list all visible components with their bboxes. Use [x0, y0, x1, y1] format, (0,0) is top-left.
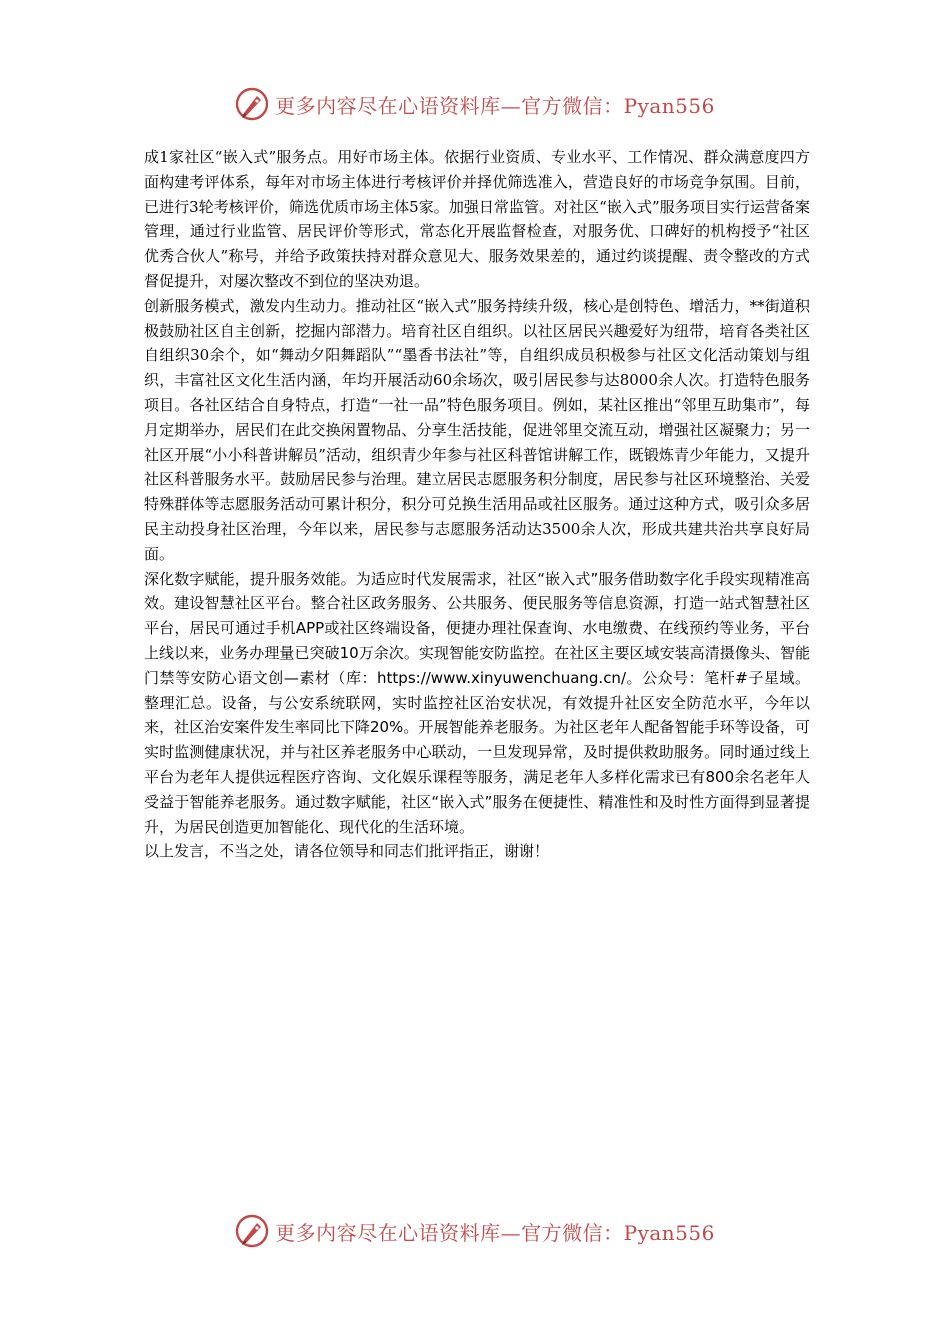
- document-body: [144, 145, 810, 864]
- paragraph-closing-remarks: 以上发言，不当之处，请各位领导和同志们批评指正，谢谢！: [144, 842, 550, 861]
- pen-nib-logo-icon: [235, 87, 269, 121]
- paragraph-market-supervision: 成1家社区“嵌入式”服务点。用好市场主体。依据行业资质、专业水平、工作情况、群众满意度四方面构建考评体系，每年对市场主体进行考核评价并择优筛选准入，营造良好的市场竞争氛围。目前，已进行3轮考核评价，筛选优质市场主体5家。加强日常监管。对社区“嵌入式”服务项目实行运营备案管理，通过行业监管、居民评价等形式，常态化开展监督检查，对服务优、口碑好的机构授予“社区优秀合伙人”称号，并给予政策扶持对群众意见大、服务效果差的，通过约谈提醒、责令整改的方式督促提升，对屡次整改不到位的坚决劝退。: [144, 148, 810, 290]
- header-banner: [0, 84, 950, 124]
- paragraph-service-innovation: 创新服务模式，激发内生动力。推动社区“嵌入式”服务持续升级，核心是创特色、增活力，**街道积极鼓励社区自主创新，挖掘内部潜力。培育社区自组织。以社区居民兴趣爱好为纽带，培育各类社区自组织30余个，如“舞动夕阳舞蹈队”“墨香书法社”等，自组织成员积极参与社区文化活动策划与组织，丰富社区文化生活内涵，年均开展活动60余场次，吸引居民参与达8000余人次。打造特色服务项目。各社区结合自身特点，打造“一社一品”特色服务项目。例如，某社区推出“邻里互助集市”，每月定期举办，居民们在此交换闲置物品、分享生活技能，促进邻里交流互动，增强社区凝聚力；另一社区开展“小小科普讲解员”活动，组织青少年参与社区科普馆讲解工作，既锻炼青少年能力，又提升社区科普服务水平。鼓励居民参与治理。建立居民志愿服务积分制度，居民参与社区环境整治、关爱特殊群体等志愿服务活动可累计积分，积分可兑换生活用品或社区服务。通过这种方式，吸引众多居民主动投身社区治理，今年以来，居民参与志愿服务活动达3500余人次，形成共建共治共享良好局面。: [144, 296, 810, 563]
- pen-nib-logo-icon: [235, 1214, 269, 1248]
- footer-banner-text: 更多内容尽在心语资料库—官方微信：Pyan556: [275, 1220, 715, 1245]
- header-banner-text: 更多内容尽在心语资料库—官方微信：Pyan556: [275, 93, 715, 118]
- footer-banner: [0, 1211, 950, 1251]
- paragraph-digital-empowerment: 深化数字赋能，提升服务效能。为适应时代发展需求，社区“嵌入式”服务借助数字化手段实现精准高效。建设智慧社区平台。整合社区政务服务、公共服务、便民服务等信息资源，打造一站式智慧社区平台，居民可通过手机APP或社区终端设备，便捷办理社保查询、水电缴费、在线预约等业务，平台上线以来，业务办理量已突破10万余次。实现智能安防监控。在社区主要区域安装高清摄像头、智能门禁等安防心语文创—素材（库：https://www.xinyuwenchuang.cn/。公众号：笔杆#子星域。整理汇总。设备，与公安系统联网，实时监控社区治安状况，有效提升社区安全防范水平，今年以来，社区治安案件发生率同比下降20%。开展智能养老服务。为社区老年人配备智能手环等设备，可实时监测健康状况，并与社区养老服务中心联动，一旦发现异常，及时提供救助服务。同时通过线上平台为老年人提供远程医疗咨询、文化娱乐课程等服务，满足老年人多样化需求已有800余名老年人受益于智能养老服务。通过数字赋能，社区“嵌入式”服务在便捷性、精准性和及时性方面得到显著提升，为居民创造更加智能化、现代化的生活环境。: [144, 569, 810, 836]
